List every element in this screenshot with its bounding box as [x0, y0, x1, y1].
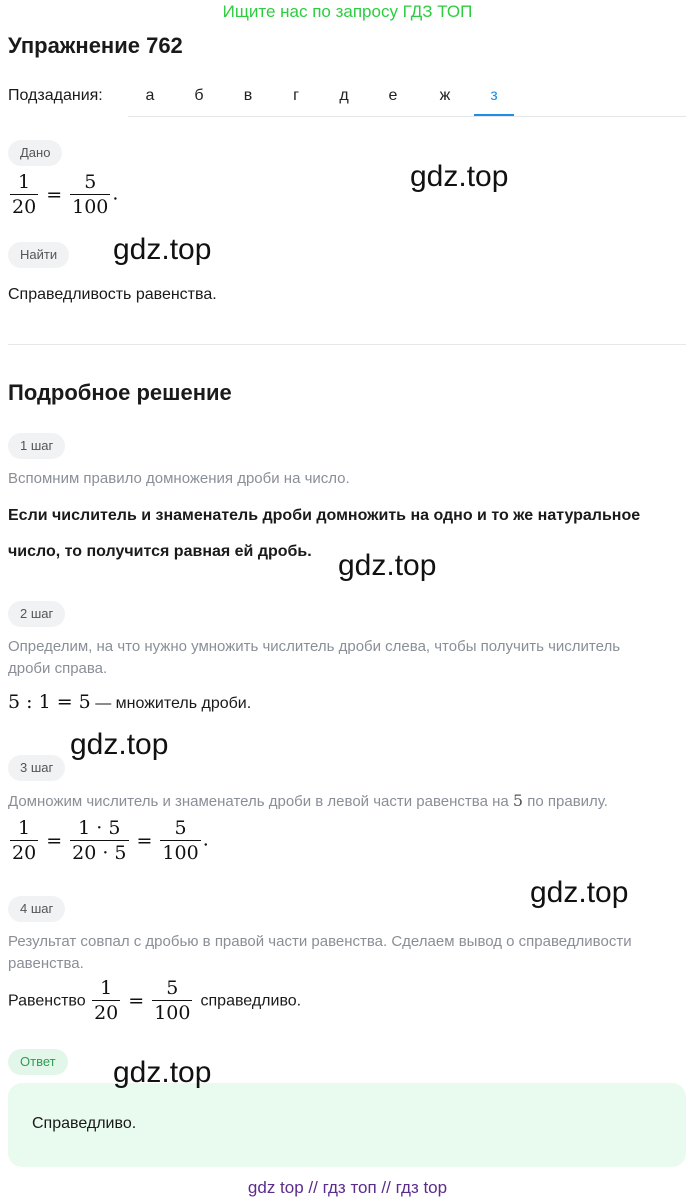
answer-text: Справедливо. [32, 1115, 137, 1132]
divider [8, 344, 686, 345]
page-title: Упражнение 762 [8, 33, 183, 58]
subtask-tab-e[interactable]: е [388, 87, 398, 104]
equals-sign: = [136, 829, 153, 852]
find-pill: Найти [8, 242, 69, 268]
step-1-pill: 1 шаг [8, 433, 65, 459]
step-3-muted-pre: Домножим числитель и знаменатель дроби в левой части равенства на [8, 793, 509, 810]
fraction-numerator: 1 [10, 816, 38, 841]
step-1-muted: Вспомним правило домножения дроби на число. [8, 470, 350, 487]
subtask-tab-v[interactable]: в [243, 87, 253, 104]
step-1-rule-line-1: Если числитель и знаменатель дроби домножить на одно и то же натуральное [8, 507, 641, 524]
subtask-tab-d[interactable]: д [339, 87, 349, 104]
fraction-numerator: 1 · 5 [70, 816, 128, 841]
fraction-denominator: 100 [162, 842, 199, 864]
period: . [202, 828, 209, 851]
step-4-muted-line-1: Результат совпал с дробью в правой части равенства. Сделаем вывод о справедливости [8, 933, 632, 950]
watermark: gdz.top [530, 876, 629, 909]
subtask-tab-g[interactable]: г [293, 87, 299, 104]
find-text: Справедливость равенства. [8, 286, 217, 303]
step-1-rule-line-2: число, то получится равная ей дробь. [8, 543, 312, 560]
footer-links[interactable]: gdz top // гдз топ // гдз top [247, 1178, 448, 1197]
step-3-muted [8, 790, 608, 813]
step-4-conclusion [8, 976, 301, 1025]
top-banner: Ищите нас по запросу ГДЗ ТОП [222, 2, 473, 21]
step-3-equation [8, 816, 209, 865]
equals-sign: = [46, 183, 63, 206]
watermark: gdz.top [113, 233, 212, 266]
subtask-tab-zh[interactable]: ж [439, 87, 451, 104]
watermark: gdz.top [70, 728, 169, 761]
step-3-muted-post: по правилу. [527, 793, 608, 810]
subtasks-label: Подзадания: [8, 87, 103, 104]
subtask-tab-z[interactable]: з [474, 80, 514, 116]
fraction-numerator: 1 [92, 976, 120, 1001]
step-2-expression-row [8, 691, 251, 713]
fraction-denominator: 100 [154, 1002, 191, 1024]
fraction-numerator: 5 [160, 816, 200, 841]
step-3-muted-number: 5 [512, 791, 524, 810]
fraction-numerator: 5 [152, 976, 192, 1001]
fraction-denominator: 20 [94, 1002, 119, 1024]
given-equation [8, 170, 118, 219]
step-2-pill: 2 шаг [8, 601, 65, 627]
step-2-tail: — множитель дроби. [95, 695, 252, 712]
watermark: gdz.top [113, 1056, 212, 1089]
step-4-pre: Равенство [8, 992, 86, 1010]
step-4-post: справедливо. [200, 992, 302, 1010]
step-3-pill: 3 шаг [8, 755, 65, 781]
step-2-muted-line-2: дроби справа. [8, 660, 108, 677]
equals-sign: = [128, 989, 145, 1012]
given-pill: Дано [8, 140, 62, 166]
equals-sign: = [46, 829, 63, 852]
answer-pill: Ответ [8, 1049, 68, 1075]
solution-title: Подробное решение [8, 380, 232, 405]
fraction-denominator: 20 · 5 [72, 842, 127, 864]
period: . [112, 182, 119, 205]
fraction-numerator: 5 [70, 170, 110, 195]
watermark: gdz.top [410, 160, 509, 193]
step-4-muted-line-2: равенства. [8, 955, 84, 972]
watermark: gdz.top [338, 549, 437, 582]
fraction-denominator: 20 [12, 196, 37, 218]
subtask-tab-a[interactable]: а [145, 87, 155, 104]
step-2-muted-line-1: Определим, на что нужно умножить числитель дроби слева, чтобы получить числитель [8, 638, 621, 655]
fraction-denominator: 20 [12, 842, 37, 864]
fraction-numerator: 1 [10, 170, 38, 195]
fraction-denominator: 100 [72, 196, 109, 218]
step-2-expression: 5 : 1 = 5 [8, 691, 91, 713]
subtask-tab-b[interactable]: б [194, 87, 204, 104]
subtasks-tabs [128, 80, 686, 117]
step-4-pill: 4 шаг [8, 896, 65, 922]
